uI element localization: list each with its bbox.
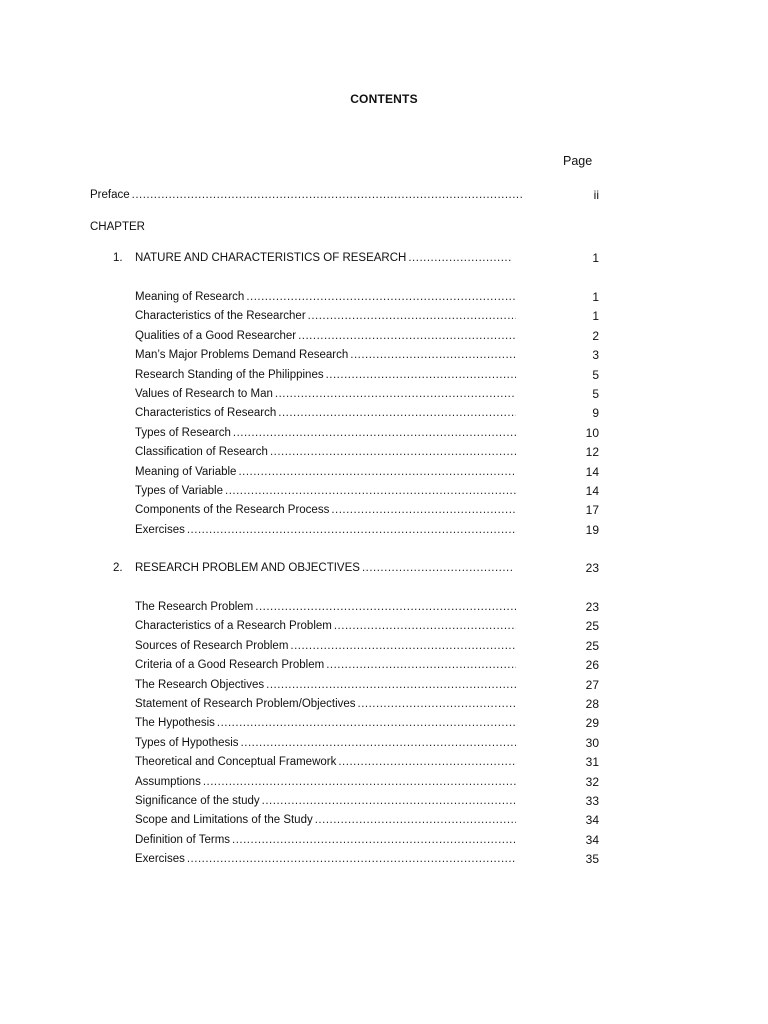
dot-leader xyxy=(187,521,516,539)
entry-label: Values of Research to Man xyxy=(135,388,273,400)
dot-leader xyxy=(241,734,516,752)
entry-page-number: 23 xyxy=(585,600,599,614)
toc-entry-row xyxy=(135,366,516,384)
entry-page-number: 14 xyxy=(585,465,599,479)
chapter-title-row xyxy=(135,559,512,577)
toc-entry-row xyxy=(135,521,516,539)
entry-page-number: 34 xyxy=(585,833,599,847)
entry-page-number: 35 xyxy=(585,852,599,866)
dot-leader xyxy=(270,443,516,461)
dot-leader xyxy=(217,714,516,732)
dot-leader xyxy=(255,598,516,616)
toc-entry-row xyxy=(135,288,516,306)
dot-leader xyxy=(232,831,516,849)
entry-page-number: 34 xyxy=(585,813,599,827)
entry-label: Meaning of Variable xyxy=(135,466,237,478)
entry-page-number: 33 xyxy=(585,794,599,808)
dot-leader xyxy=(338,753,516,771)
toc-entry-row xyxy=(135,346,516,364)
entry-label: NATURE AND CHARACTERISTICS OF RESEARCH xyxy=(135,252,407,264)
toc-entry-row xyxy=(135,734,516,752)
chapter-title-row xyxy=(135,249,512,267)
entry-label: Characteristics of the Researcher xyxy=(135,310,306,322)
entry-label: Sources of Research Problem xyxy=(135,640,289,652)
toc-entry-row xyxy=(135,831,516,849)
toc-entry-row xyxy=(135,424,516,442)
entry-label: Characteristics of Research xyxy=(135,407,277,419)
toc-entry-row xyxy=(135,714,516,732)
toc-entry-row xyxy=(135,385,516,403)
dot-leader xyxy=(262,792,516,810)
dot-leader xyxy=(246,288,516,306)
dot-leader xyxy=(238,463,516,481)
entry-page-number: 32 xyxy=(585,775,599,789)
entry-page-number: 2 xyxy=(592,329,599,343)
entry-page-number: 5 xyxy=(592,387,599,401)
dot-leader xyxy=(334,617,516,635)
entry-page-number: 1 xyxy=(592,251,599,265)
entry-page-number: 1 xyxy=(592,309,599,323)
entry-page-number: 12 xyxy=(585,445,599,459)
toc-entry-row xyxy=(135,501,516,519)
dot-leader xyxy=(331,501,516,519)
entry-label: Types of Research xyxy=(135,427,231,439)
entry-page-number: 9 xyxy=(592,406,599,420)
toc-entry-row xyxy=(135,637,516,655)
entry-page-number: 3 xyxy=(592,348,599,362)
toc-entry-row xyxy=(135,617,516,635)
entry-page-number: 23 xyxy=(585,561,599,575)
page-column-heading: Page xyxy=(563,154,593,168)
entry-label: The Research Problem xyxy=(135,601,254,613)
toc-entry-row xyxy=(135,404,516,422)
dot-leader xyxy=(362,559,512,577)
entry-label: Types of Variable xyxy=(135,485,224,497)
dot-leader xyxy=(408,249,512,267)
toc-entry-row xyxy=(135,811,516,829)
toc-entry-row xyxy=(135,463,516,481)
entry-label: Types of Hypothesis xyxy=(135,737,239,749)
dot-leader xyxy=(315,811,516,829)
toc-entry-row xyxy=(135,307,516,325)
entry-label: RESEARCH PROBLEM AND OBJECTIVES xyxy=(135,562,360,574)
page-title: CONTENTS xyxy=(350,92,418,106)
entry-label: Theoretical and Conceptual Framework xyxy=(135,756,337,768)
chapter-number: 2. xyxy=(113,562,123,574)
entry-label: The Hypothesis xyxy=(135,717,215,729)
dot-leader xyxy=(278,404,516,422)
entry-label: Exercises xyxy=(135,853,185,865)
entry-page-number: ii xyxy=(593,188,599,202)
entry-label: Man’s Major Problems Demand Research xyxy=(135,349,349,361)
dot-leader xyxy=(290,637,516,655)
entry-label: Components of the Research Process xyxy=(135,504,330,516)
toc-entry-row xyxy=(135,850,516,868)
toc-entry-row xyxy=(135,656,516,674)
dot-leader xyxy=(326,656,516,674)
entry-label: Significance of the study xyxy=(135,795,260,807)
entry-label: Assumptions xyxy=(135,776,201,788)
toc-entry-row xyxy=(135,443,516,461)
entry-page-number: 30 xyxy=(585,736,599,750)
dot-leader xyxy=(298,327,516,345)
entry-page-number: 29 xyxy=(585,716,599,730)
entry-page-number: 1 xyxy=(592,290,599,304)
dot-leader xyxy=(266,676,516,694)
dot-leader xyxy=(225,482,516,500)
toc-entry-row xyxy=(135,482,516,500)
entry-label: Qualities of a Good Researcher xyxy=(135,330,297,342)
entry-label: Research Standing of the Philippines xyxy=(135,369,324,381)
chapter-heading: CHAPTER xyxy=(90,221,145,233)
entry-page-number: 31 xyxy=(585,755,599,769)
entry-label: Classification of Research xyxy=(135,446,268,458)
dot-leader xyxy=(275,385,516,403)
toc-entry-row xyxy=(135,792,516,810)
dot-leader xyxy=(350,346,516,364)
dot-leader xyxy=(326,366,516,384)
entry-page-number: 5 xyxy=(592,368,599,382)
entry-label: Characteristics of a Research Problem xyxy=(135,620,332,632)
entry-page-number: 17 xyxy=(585,503,599,517)
dot-leader xyxy=(187,850,516,868)
entry-label: Exercises xyxy=(135,524,185,536)
dot-leader xyxy=(358,695,516,713)
dot-leader xyxy=(308,307,516,325)
entry-page-number: 19 xyxy=(585,523,599,537)
preface-row xyxy=(90,186,524,204)
entry-label: Meaning of Research xyxy=(135,291,245,303)
toc-entry-row xyxy=(135,773,516,791)
entry-page-number: 10 xyxy=(585,426,599,440)
entry-label: Preface xyxy=(90,189,130,201)
entry-page-number: 25 xyxy=(585,619,599,633)
toc-entry-row xyxy=(135,327,516,345)
toc-entry-row xyxy=(135,676,516,694)
toc-entry-row xyxy=(135,695,516,713)
dot-leader xyxy=(203,773,516,791)
entry-page-number: 14 xyxy=(585,484,599,498)
entry-page-number: 26 xyxy=(585,658,599,672)
entry-page-number: 28 xyxy=(585,697,599,711)
entry-label: Statement of Research Problem/Objectives xyxy=(135,698,356,710)
entry-label: Criteria of a Good Research Problem xyxy=(135,659,325,671)
entry-page-number: 27 xyxy=(585,678,599,692)
dot-leader xyxy=(233,424,516,442)
entry-page-number: 25 xyxy=(585,639,599,653)
chapter-number: 1. xyxy=(113,252,123,264)
entry-label: The Research Objectives xyxy=(135,679,265,691)
entry-label: Scope and Limitations of the Study xyxy=(135,814,313,826)
entry-label: Definition of Terms xyxy=(135,834,231,846)
toc-entry-row xyxy=(135,598,516,616)
dot-leader xyxy=(132,186,524,204)
toc-entry-row xyxy=(135,753,516,771)
